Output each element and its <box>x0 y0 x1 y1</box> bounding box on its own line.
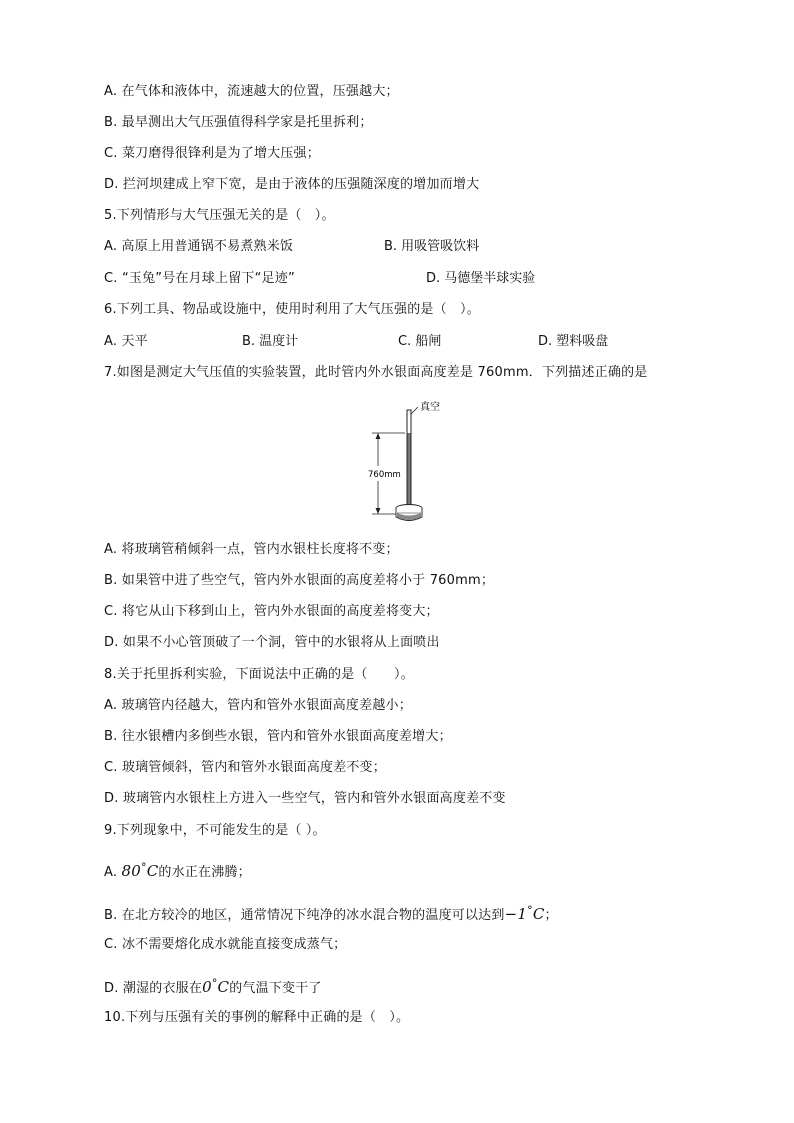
height-label: 760mm <box>368 470 401 480</box>
q9d-suffix: 的气温下变干了 <box>229 981 322 996</box>
q9d-degree: ° <box>211 977 218 990</box>
q8-option-a: A. 玻璃管内径越大，管内和管外水银面高度差越小； <box>104 698 412 713</box>
question-5: 5.下列情形与大气压强无关的是（ ）。 <box>104 208 335 223</box>
torricelli-apparatus-drawing <box>360 396 450 526</box>
q5-option-a: A. 高原上用普通锅不易煮熟米饭 <box>104 239 294 254</box>
q9b-suffix: ； <box>544 908 558 923</box>
q9a-temperature <box>122 862 159 880</box>
question-8: 8.关于托里拆利实验，下面说法中正确的是（ ）。 <box>104 667 414 682</box>
q9a-suffix: 的水正在沸腾； <box>158 865 251 880</box>
option-d-line: D. 拦河坝建成上窄下宽，是由于液体的压强随深度的增加而增大 <box>104 177 480 192</box>
q7-option-c: C. 将它从山下移到山上，管内外水银面的高度差将变大； <box>104 604 439 619</box>
q9-option-b <box>104 902 558 925</box>
q6-option-a: A. 天平 <box>104 334 148 349</box>
q9d-unit: C <box>217 978 230 996</box>
mercury-column <box>408 433 411 513</box>
q9-option-a <box>104 859 251 882</box>
q9d-temperature <box>202 978 229 996</box>
dimension-arrow-down <box>376 508 381 514</box>
q9a-unit: C <box>146 862 159 880</box>
q9-option-c: C. 冰不需要熔化成水就能直接变成蒸气； <box>104 937 347 952</box>
q8-option-c: C. 玻璃管倾斜，管内和管外水银面高度差不变； <box>104 760 386 775</box>
question-10: 10.下列与压强有关的事例的解释中正确的是（ ）。 <box>104 1010 410 1025</box>
option-b-line: B. 最早测出大气压强值得科学家是托里拆利； <box>104 115 373 130</box>
q5-option-b: B. 用吸管吸饮料 <box>384 239 480 254</box>
q9-option-d <box>104 975 322 998</box>
question-9: 9.下列现象中，不可能发生的是（ ）。 <box>104 823 326 838</box>
option-a-line: A. 在气体和液体中，流速越大的位置，压强越大； <box>104 84 399 99</box>
q5-option-d: D. 马德堡半球实验 <box>426 271 536 286</box>
q7-option-d: D. 如果不小心管顶破了一个洞，管中的水银将从上面喷出 <box>104 635 440 650</box>
q9a-degree: ° <box>141 861 147 874</box>
q9b-prefix: B. 在北方较冷的地区，通常情况下纯净的冰水混合物的温度可以达到 <box>104 908 505 923</box>
question-6: 6.下列工具、物品或设施中，使用时利用了大气压强的是（ ）。 <box>104 302 480 317</box>
q9b-temperature <box>505 905 545 923</box>
q8-option-d: D. 玻璃管内水银柱上方进入一些空气，管内和管外水银面高度差不变 <box>104 791 506 806</box>
q5-option-c: C. “玉兔”号在月球上留下“足迹” <box>104 271 295 286</box>
q9b-unit: C <box>532 905 545 923</box>
vacuum-leader-line <box>411 407 418 414</box>
q6-option-d: D. 塑料吸盘 <box>538 334 609 349</box>
q9d-prefix: D. 潮湿的衣服在 <box>104 981 203 996</box>
q9a-number: 80 <box>121 862 142 880</box>
option-c-line: C. 菜刀磨得很锋利是为了增大压强； <box>104 146 320 161</box>
q9b-number: −1 <box>504 905 528 923</box>
q7-option-b: B. 如果管中进了些空气，管内外水银面的高度差将小于 760mm； <box>104 573 495 588</box>
q9a-prefix: A. <box>104 865 122 880</box>
dimension-arrow-up <box>376 433 381 439</box>
q7-option-a: A. 将玻璃管稍倾斜一点，管内水银柱长度将不变； <box>104 542 399 557</box>
vacuum-label: 真空 <box>420 402 440 413</box>
q6-option-b: B. 温度计 <box>242 334 299 349</box>
q9b-degree: ° <box>527 904 533 917</box>
question-7: 7.如图是测定大气压值的实验装置，此时管内外水银面高度差是 760mm．下列描述正确的是 <box>104 365 648 380</box>
q6-option-c: C. 船闸 <box>398 334 442 349</box>
torricelli-apparatus-figure <box>360 396 450 526</box>
q8-option-b: B. 往水银槽内多倒些水银，管内和管外水银面高度差增大； <box>104 729 452 744</box>
q9d-number: 0 <box>202 978 212 996</box>
